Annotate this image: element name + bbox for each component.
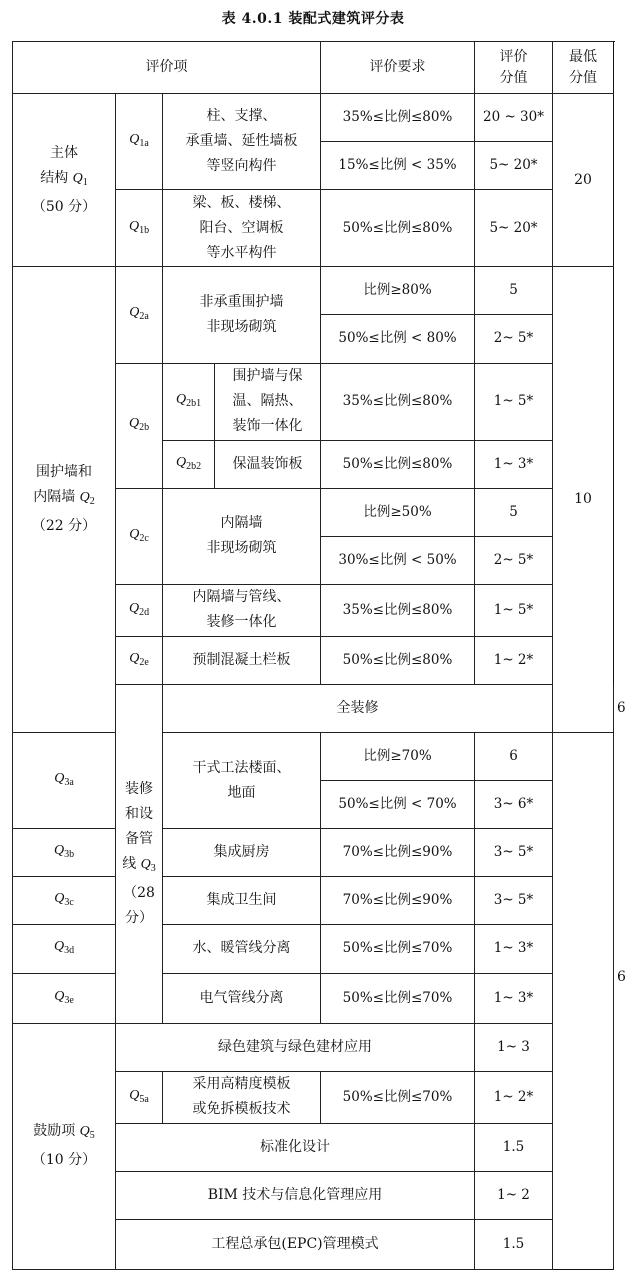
- group-q1-line3: （50 分）: [31, 198, 97, 215]
- req-q5a: 50%≤比例≤70%: [321, 1071, 475, 1123]
- item-q3a-line1: 干式工法楼面、: [192, 759, 291, 776]
- group-q2-label: [13, 267, 116, 733]
- group-q2-line2: 内隔墙 $Q_2$: [33, 489, 95, 508]
- req-q3d: 50%≤比例≤70%: [321, 925, 475, 973]
- group-q5-line2: （10 分）: [31, 1152, 97, 1169]
- header-min-line2: 分值: [569, 69, 597, 86]
- item-q2a-line1: 非承重围护墙: [199, 293, 284, 310]
- item-q2d: [163, 584, 321, 636]
- item-q1b-line3: 等水平构件: [206, 244, 277, 261]
- code-q2a: $Q_{2a}$: [116, 267, 163, 363]
- req-q3c: 70%≤比例≤90%: [321, 877, 475, 925]
- score-q2b1: 1~ 5*: [475, 363, 553, 440]
- group-q3-line1: 装修和设: [125, 780, 153, 822]
- code-q3a: $Q_{3a}$: [13, 733, 116, 829]
- req-q2c-2: 30%≤比例 < 50%: [321, 536, 475, 584]
- score-q1a-1: 20 ~ 30*: [475, 94, 553, 142]
- header-score-line2: 分值: [499, 69, 528, 86]
- req-q2a-2: 50%≤比例 < 80%: [321, 315, 475, 363]
- group-q3-line3: （28 分）: [123, 884, 155, 926]
- code-q1a: $Q_{1a}$: [116, 94, 163, 190]
- req-q2b2: 50%≤比例≤80%: [321, 440, 475, 488]
- score-q3a-1: 6: [475, 733, 553, 781]
- score-q3d: 1~ 3*: [475, 925, 553, 973]
- score-q5a: 1~ 2*: [475, 1071, 553, 1123]
- score-table: [12, 41, 626, 1270]
- item-q1b: [163, 190, 321, 267]
- item-q3b: 集成厨房: [163, 829, 321, 877]
- table-row: [13, 829, 614, 877]
- item-q2b1-line1: 围护墙与保: [232, 368, 303, 385]
- header-min-line1: 最低: [569, 48, 597, 65]
- table-row: [13, 94, 614, 142]
- group-q3-label: [116, 685, 163, 1024]
- min-score-q1: 20: [553, 94, 614, 267]
- item-q1a-line2: 承重墙、延性墙板: [185, 133, 298, 150]
- code-q2b: $Q_{2b}$: [116, 363, 163, 488]
- req-q2a-1: 比例≥80%: [321, 267, 475, 315]
- group-q1-line1: 主体: [50, 144, 78, 161]
- header-requirement: 评价要求: [321, 42, 475, 94]
- item-q5a-line1: 采用高精度模板: [192, 1076, 291, 1093]
- item-q3e: 电气管线分离: [163, 973, 321, 1023]
- score-epc: 1.5: [475, 1219, 553, 1269]
- header-score-line1: 评价: [499, 48, 528, 65]
- table-row: 装修和设 备管线 $Q_3$ （28 分） 全装修 6 6: [13, 685, 614, 733]
- score-q2b2: 1~ 3*: [475, 440, 553, 488]
- item-q2b2: 保温装饰板: [215, 440, 321, 488]
- score-bim: 1~ 2: [475, 1171, 553, 1219]
- header-score: [475, 42, 553, 94]
- score-q2a-2: 2~ 5*: [475, 315, 553, 363]
- group-q2-line1: 围护墙和: [36, 464, 92, 481]
- req-q2d: 35%≤比例≤80%: [321, 584, 475, 636]
- item-standard-design: 标准化设计: [116, 1123, 475, 1171]
- group-q5-label: [13, 1023, 116, 1269]
- min-score-q2: 10: [553, 267, 614, 733]
- item-q2c-line2: 非现场砌筑: [206, 540, 277, 557]
- score-green-building: 1~ 3: [475, 1023, 553, 1071]
- item-q2b1: [215, 363, 321, 440]
- score-q3e: 1~ 3*: [475, 973, 553, 1023]
- item-q2a-line2: 非现场砌筑: [206, 318, 277, 335]
- req-q3e: 50%≤比例≤70%: [321, 973, 475, 1023]
- item-q2c-line1: 内隔墙: [220, 515, 263, 532]
- req-q1b: 50%≤比例≤80%: [321, 190, 475, 267]
- item-q1a-line3: 等竖向构件: [206, 158, 277, 175]
- item-q1b-line1: 梁、板、楼梯、: [192, 194, 291, 211]
- req-q2b1: 35%≤比例≤80%: [321, 363, 475, 440]
- table-row: [13, 925, 614, 973]
- item-q3a: [163, 733, 321, 829]
- score-q3a-2: 3~ 6*: [475, 781, 553, 829]
- item-full-decoration: 全装修: [163, 685, 553, 733]
- item-q2b1-line2: 温、隔热、: [232, 393, 303, 410]
- group-q2-line3: （22 分）: [31, 518, 97, 535]
- group-q5-line1: 鼓励项 $Q_5$: [33, 1123, 95, 1142]
- req-q3a-2: 50%≤比例 < 70%: [321, 781, 475, 829]
- req-q3a-1: 比例≥70%: [321, 733, 475, 781]
- score-q2a-1: 5: [475, 267, 553, 315]
- item-q1a: [163, 94, 321, 190]
- score-q2e: 1~ 2*: [475, 636, 553, 684]
- code-q3e: $Q_{3e}$: [13, 973, 116, 1023]
- table-row: [13, 973, 614, 1023]
- item-q1b-line2: 阳台、空调板: [199, 219, 284, 236]
- item-q2a: [163, 267, 321, 363]
- req-q3b: 70%≤比例≤90%: [321, 829, 475, 877]
- item-q2b1-line3: 装饰一体化: [232, 418, 303, 435]
- code-q2d: $Q_{2d}$: [116, 584, 163, 636]
- table-row: [13, 877, 614, 925]
- code-q5a: $Q_{5a}$: [116, 1071, 163, 1123]
- req-q2e: 50%≤比例≤80%: [321, 636, 475, 684]
- header-item: 评价项: [13, 42, 321, 94]
- score-q3c: 3~ 5*: [475, 877, 553, 925]
- score-standard-design: 1.5: [475, 1123, 553, 1171]
- item-bim: BIM 技术与信息化管理应用: [116, 1171, 475, 1219]
- item-q2c: [163, 488, 321, 584]
- table-row: [13, 733, 614, 781]
- item-green-building: 绿色建筑与绿色建材应用: [116, 1023, 475, 1071]
- item-q1a-line1: 柱、支撑、: [206, 108, 277, 125]
- group-q1-line2: 结构 $Q_1$: [40, 169, 88, 188]
- code-q2c: $Q_{2c}$: [116, 488, 163, 584]
- item-q3a-line2: 地面: [227, 784, 256, 801]
- item-epc: 工程总承包(EPC)管理模式: [116, 1219, 475, 1269]
- code-q2b1: $Q_{2b1}$: [163, 363, 215, 440]
- score-q2c-1: 5: [475, 488, 553, 536]
- req-q1a-2: 15%≤比例 < 35%: [321, 142, 475, 190]
- item-q5a-line2: 或免拆模板技术: [192, 1101, 291, 1118]
- header-min-score: [553, 42, 614, 94]
- item-q5a: [163, 1071, 321, 1123]
- code-q3d: $Q_{3d}$: [13, 925, 116, 973]
- score-q3b: 3~ 5*: [475, 829, 553, 877]
- score-q1b: 5~ 20*: [475, 190, 553, 267]
- item-q3c: 集成卫生间: [163, 877, 321, 925]
- group-q1-label: [13, 94, 116, 267]
- table-row: [13, 1023, 614, 1071]
- req-q1a-1: 35%≤比例≤80%: [321, 94, 475, 142]
- code-q3b: $Q_{3b}$: [13, 829, 116, 877]
- item-q3d: 水、暖管线分离: [163, 925, 321, 973]
- item-q2d-line2: 装修一体化: [206, 614, 277, 631]
- group-q3-line2: 备管线 $Q_3$: [122, 830, 156, 874]
- table-header-row: [13, 42, 614, 94]
- req-q2c-1: 比例≥50%: [321, 488, 475, 536]
- score-q2d: 1~ 5*: [475, 584, 553, 636]
- code-q2b2: $Q_{2b2}$: [163, 440, 215, 488]
- code-q1b: $Q_{1b}$: [116, 190, 163, 267]
- code-q2e: $Q_{2e}$: [116, 636, 163, 684]
- item-q2e: 预制混凝土栏板: [163, 636, 321, 684]
- score-q1a-2: 5~ 20*: [475, 142, 553, 190]
- code-q3c: $Q_{3c}$: [13, 877, 116, 925]
- table-row: [13, 267, 614, 315]
- score-q2c-2: 2~ 5*: [475, 536, 553, 584]
- item-q2d-line1: 内隔墙与管线、: [192, 589, 291, 606]
- table-title: 表 4.0.1 装配式建筑评分表: [221, 11, 405, 27]
